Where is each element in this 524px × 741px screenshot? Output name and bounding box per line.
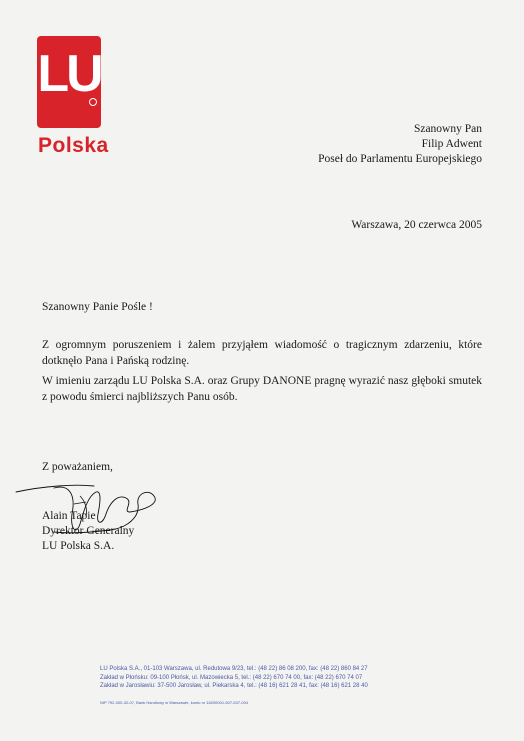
footer-jaroslaw: Zakład w Jarosławiu: 37-500 Jarosław, ul. Piekarska 4, tel.: (48 16) 621 28 41, fax: (48 16) 621 28 40 — [100, 683, 368, 690]
handwritten-signature-icon — [14, 474, 164, 544]
recipient-title: Poseł do Parlamentu Europejskiego — [318, 153, 482, 165]
letter-date: Warszawa, 20 czerwca 2005 — [351, 219, 482, 231]
registered-mark-icon — [89, 98, 97, 106]
signer-title: Dyrektor Generalny — [42, 525, 135, 537]
footer-plonsk: Zakład w Płońsku: 09-100 Płońsk, ul. Mazowiecka 5, tel.: (48 22) 670 74 00, fax: (48 22) 670 74 07 — [100, 674, 363, 681]
recipient-name: Filip Adwent — [421, 138, 482, 150]
closing: Z poważaniem, — [42, 461, 113, 473]
salutation: Szanowny Panie Pośle ! — [42, 301, 153, 313]
body-paragraph: Z ogromnym poruszeniem i żalem przyjąłem wiadomość o tragicznym zdarzeniu, które dotknęło Pana i Pańską rodzinę. — [42, 339, 482, 367]
footer-address: LU Polska S.A., 01-103 Warszawa, ul. Redutowa 9/23, tel.: (48 22) 86 08 200, fax: (48 22) 860 84 27 — [100, 666, 368, 672]
lu-logo — [37, 36, 101, 128]
recipient-line: Szanowny Pan — [413, 123, 482, 135]
logo-subtitle: Polska — [38, 134, 109, 157]
signer-company: LU Polska S.A. — [42, 540, 115, 552]
signer-name: Alain Tapie — [42, 510, 96, 522]
company-footer — [100, 665, 368, 691]
footer-registry: NIP 792-000-32-07, Bank Handlowy w Warszawie, konto nr 18200001-507-537-004 — [100, 700, 249, 705]
recipient-block — [318, 122, 482, 167]
logo-mark: LU — [37, 45, 101, 103]
body-paragraph: W imieniu zarządu LU Polska S.A. oraz Grupy DANONE pragnę wyrazić nasz głęboki smutek z powodu śmierci najbliższych Panu osób. — [42, 375, 482, 403]
